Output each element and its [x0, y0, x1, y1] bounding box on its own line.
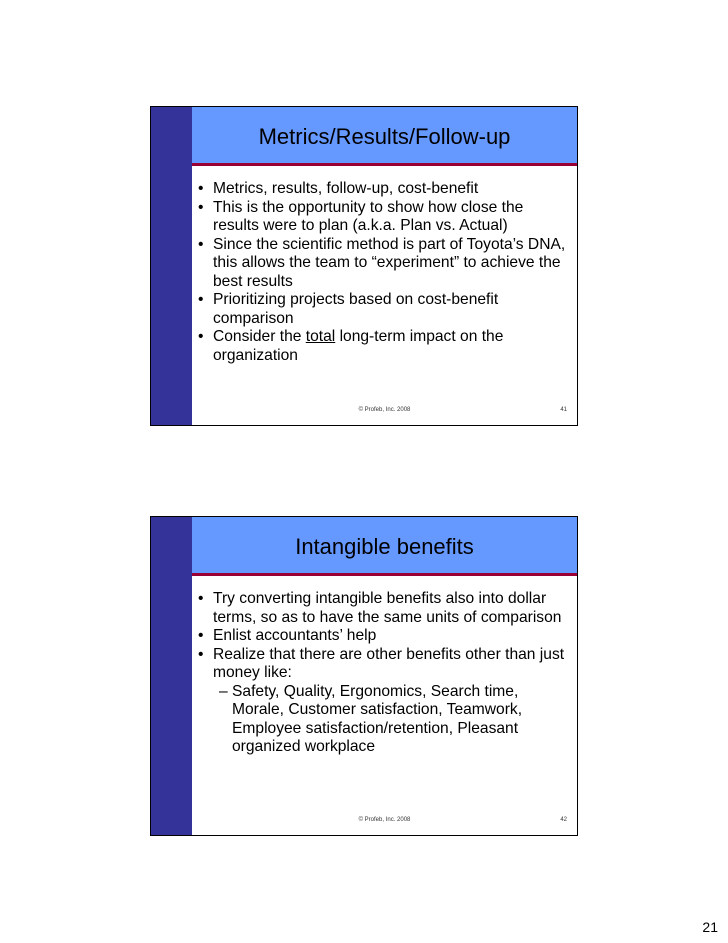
slide-footer	[192, 407, 577, 417]
sub-bullet-item: – Safety, Quality, Ergonomics, Search time, Morale, Customer satisfaction, Teamwork, Employee satisfaction/retention, Pleasant organized workplace	[219, 682, 523, 755]
slide-title-bar	[192, 517, 577, 576]
slide-41	[150, 106, 578, 426]
bullet-list	[196, 590, 573, 757]
bullet-item: • Try converting intangible benefits also into dollar terms, so as to have the same units of comparison	[198, 590, 562, 626]
slide-footer	[192, 817, 577, 827]
page-number: 21	[702, 919, 718, 935]
copyright-text: © Profeb, Inc. 2008	[358, 407, 411, 413]
copyright-text: © Profeb, Inc. 2008	[358, 817, 411, 823]
bullet-item: • Prioritizing projects based on cost-benefit comparison	[198, 291, 499, 327]
bullet-item: • Since the scientific method is part of Toyota’s DNA, this allows the team to “experiment” to achieve the best results	[198, 235, 566, 290]
slide-42	[150, 516, 578, 836]
bullet-item: • Enlist accountants’ help	[198, 627, 377, 644]
bullet-item: • Consider the total long-term impact on the organization	[198, 328, 504, 364]
bullet-list	[196, 180, 573, 365]
bullet-item: • Realize that there are other benefits other than just money like: – Safety, Quality, Ergonomics, Search time, Morale, Customer satisfaction, Teamwork, Employee satisfaction/retention, Pleasant organized workplace	[196, 646, 573, 757]
sub-bullet-list	[213, 683, 573, 757]
slide-title: Metrics/Results/Follow-up	[258, 124, 511, 149]
slide-number: 41	[560, 407, 567, 413]
slide-number: 42	[560, 817, 567, 823]
slide-title: Intangible benefits	[295, 534, 474, 559]
emphasis-total: total	[305, 328, 336, 345]
slide-sidebar	[151, 107, 192, 425]
bullet-item: • Metrics, results, follow-up, cost-benefit	[198, 180, 479, 197]
slide-title-bar	[192, 107, 577, 166]
bullet-item: • This is the opportunity to show how close the results were to plan (a.k.a. Plan vs. Actual)	[198, 198, 524, 234]
slide-sidebar	[151, 517, 192, 835]
